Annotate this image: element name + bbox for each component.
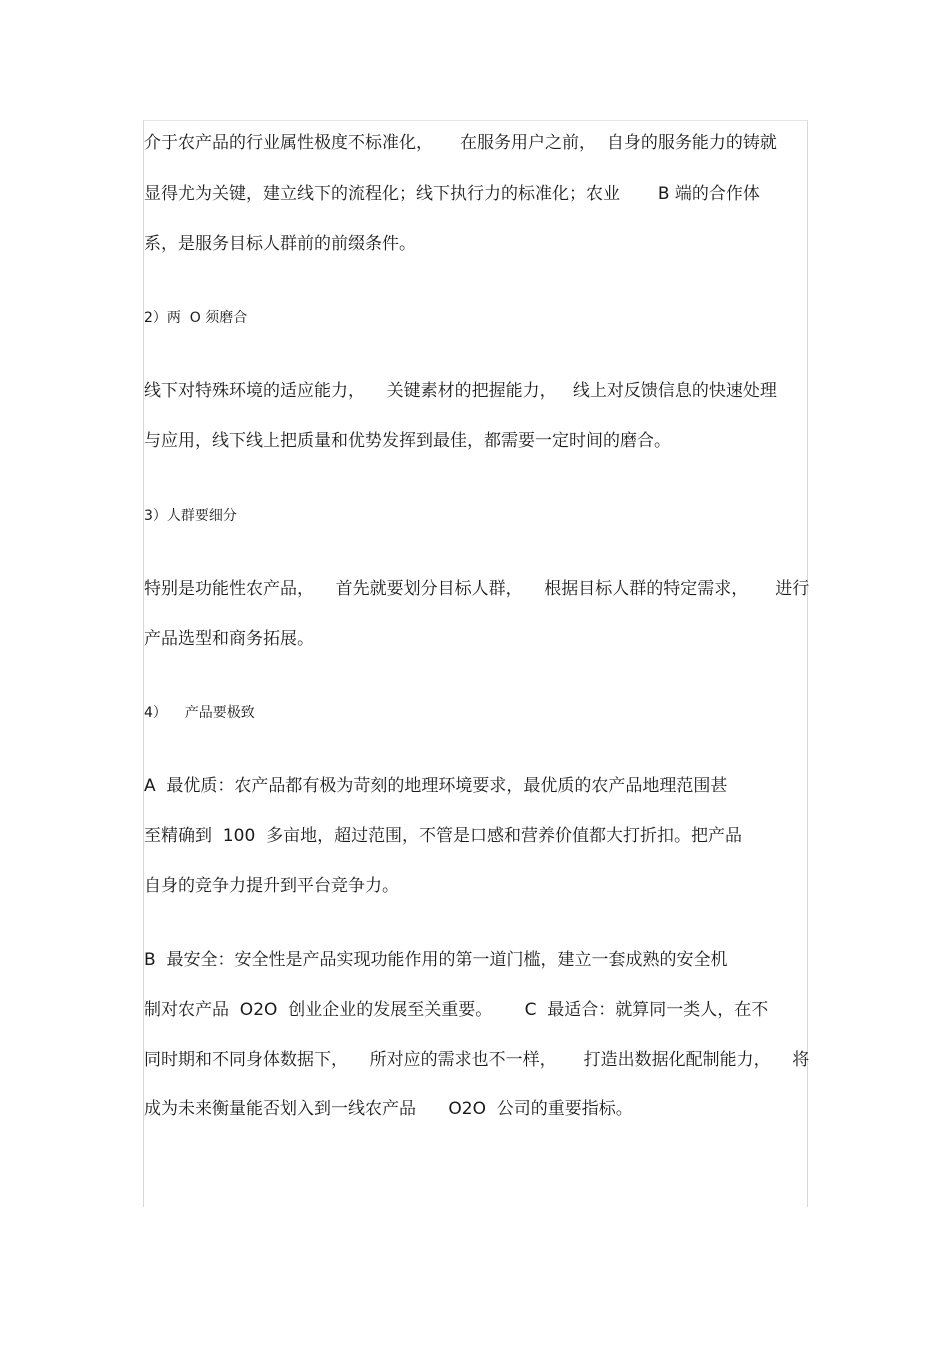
section-heading: 2）两 O 须磨合 — [144, 310, 248, 326]
paragraph-line: B 最安全：安全性是产品实现功能作用的第一道门槛，建立一套成熟的安全机 — [144, 950, 728, 970]
paragraph-line: 介于农产品的行业属性极度不标准化， 在服务用户之前， 自身的服务能力的铸就 — [144, 133, 777, 153]
paragraph-line: 同时期和不同身体数据下， 所对应的需求也不一样， 打造出数据化配制能力， 将 — [144, 1050, 810, 1070]
paragraph-line: 自身的竞争力提升到平台竞争力。 — [144, 876, 399, 896]
paragraph-line: 显得尤为关键，建立线下的流程化；线下执行力的标准化；农业 B 端的合作体 — [144, 184, 760, 204]
paragraph-line: 系，是服务目标人群前的前缀条件。 — [144, 234, 416, 254]
paragraph-line: 产品选型和商务拓展。 — [144, 629, 314, 649]
section-heading: 3）人群要细分 — [144, 508, 237, 524]
page-frame — [143, 120, 808, 1207]
paragraph-line: 至精确到 100 多亩地，超过范围，不管是口感和营养价值都大打折扣。把产品 — [144, 826, 743, 846]
paragraph-line: A 最优质：农产品都有极为苛刻的地理环境要求，最优质的农产品地理范围甚 — [144, 776, 728, 796]
paragraph-line: 特别是功能性农产品， 首先就要划分目标人群， 根据目标人群的特定需求， 进行 — [144, 579, 810, 599]
paragraph-line: 制对农产品 O2O 创业企业的发展至关重要。 C 最适合：就算同一类人，在不 — [144, 1000, 769, 1020]
paragraph-line: 线下对特殊环境的适应能力， 关键素材的把握能力， 线上对反馈信息的快速处理 — [144, 381, 777, 401]
paragraph-line: 成为未来衡量能否划入到一线农产品 O2O 公司的重要指标。 — [144, 1099, 633, 1119]
section-heading: 4） 产品要极致 — [144, 705, 255, 721]
paragraph-line: 与应用，线下线上把质量和优势发挥到最佳，都需要一定时间的磨合。 — [144, 431, 671, 451]
